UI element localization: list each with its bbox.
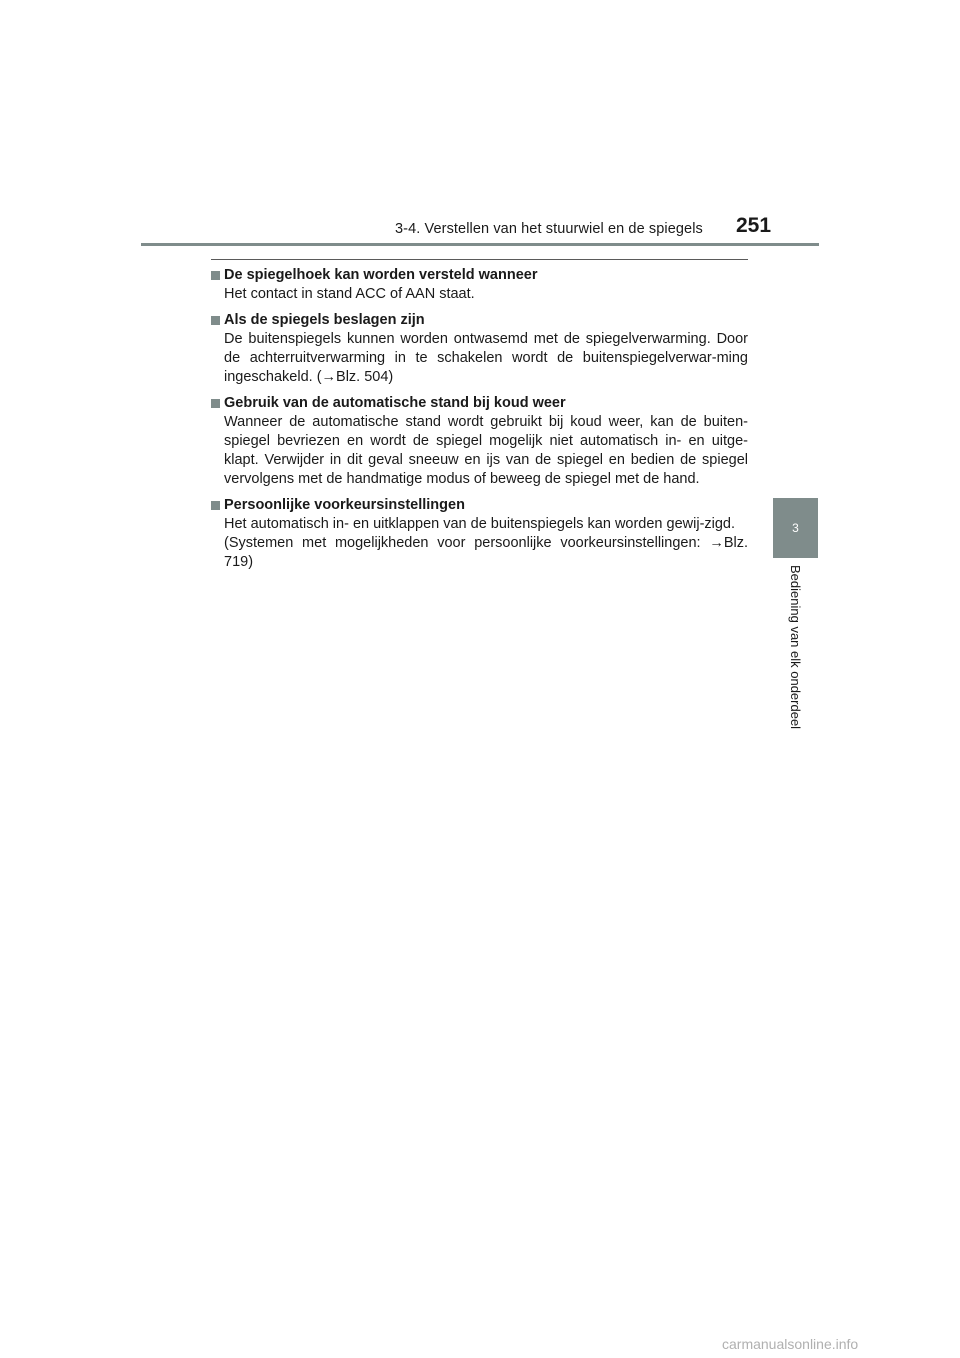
chapter-title: Bediening van elk onderdeel xyxy=(788,565,803,730)
section-body: Het contact in stand ACC of AAN staat. xyxy=(224,286,475,302)
square-bullet-icon xyxy=(211,316,220,325)
content-body xyxy=(211,265,748,578)
running-header: 3-4. Verstellen van het stuurwiel en de spiegels xyxy=(395,221,703,237)
section-body: De buitenspiegels kunnen worden ontwasemd met de spiegelverwarming. Door de achterruitverwarming in te schakelen wordt de buitenspiegelverwar-ming ingeschakeld. (→Blz. 504) xyxy=(224,331,748,385)
section-heading xyxy=(211,393,748,413)
section-cold-weather xyxy=(211,393,748,489)
header-rule xyxy=(141,243,819,246)
section-heading xyxy=(211,265,748,285)
square-bullet-icon xyxy=(211,399,220,408)
watermark: carmanualsonline.info xyxy=(722,1336,859,1352)
section-heading-text: De spiegelhoek kan worden versteld wanneer xyxy=(224,266,538,283)
section-mirror-angle xyxy=(211,265,748,304)
section-body: Wanneer de automatische stand wordt gebruikt bij koud weer, kan de buiten-spiegel bevriezen en wordt de spiegel mogelijk niet automatisch in- en uitge-klapt. Verwijder in dit geval sneeuw en ijs van de spiegel en bedien de spiegel vervolgens met de handmatige modus of beweeg de spiegel met de hand. xyxy=(224,414,748,487)
chapter-number: 3 xyxy=(792,521,799,535)
section-heading xyxy=(211,310,748,330)
section-heading-text: Gebruik van de automatische stand bij koud weer xyxy=(224,394,566,411)
square-bullet-icon xyxy=(211,271,220,280)
chapter-tab xyxy=(773,498,818,558)
section-heading-text: Als de spiegels beslagen zijn xyxy=(224,311,425,328)
section-heading-text: Persoonlijke voorkeursinstellingen xyxy=(224,496,465,513)
page-number: 251 xyxy=(736,214,772,237)
section-fogged-mirrors xyxy=(211,310,748,387)
section-heading xyxy=(211,495,748,515)
section-body: (Systemen met mogelijkheden voor persoonlijke voorkeursinstellingen: →Blz. 719) xyxy=(224,535,748,570)
section-personal-settings xyxy=(211,495,748,572)
square-bullet-icon xyxy=(211,501,220,510)
content-rule xyxy=(211,259,748,260)
section-body: Het automatisch in- en uitklappen van de buitenspiegels kan worden gewij-zigd. xyxy=(224,516,736,532)
